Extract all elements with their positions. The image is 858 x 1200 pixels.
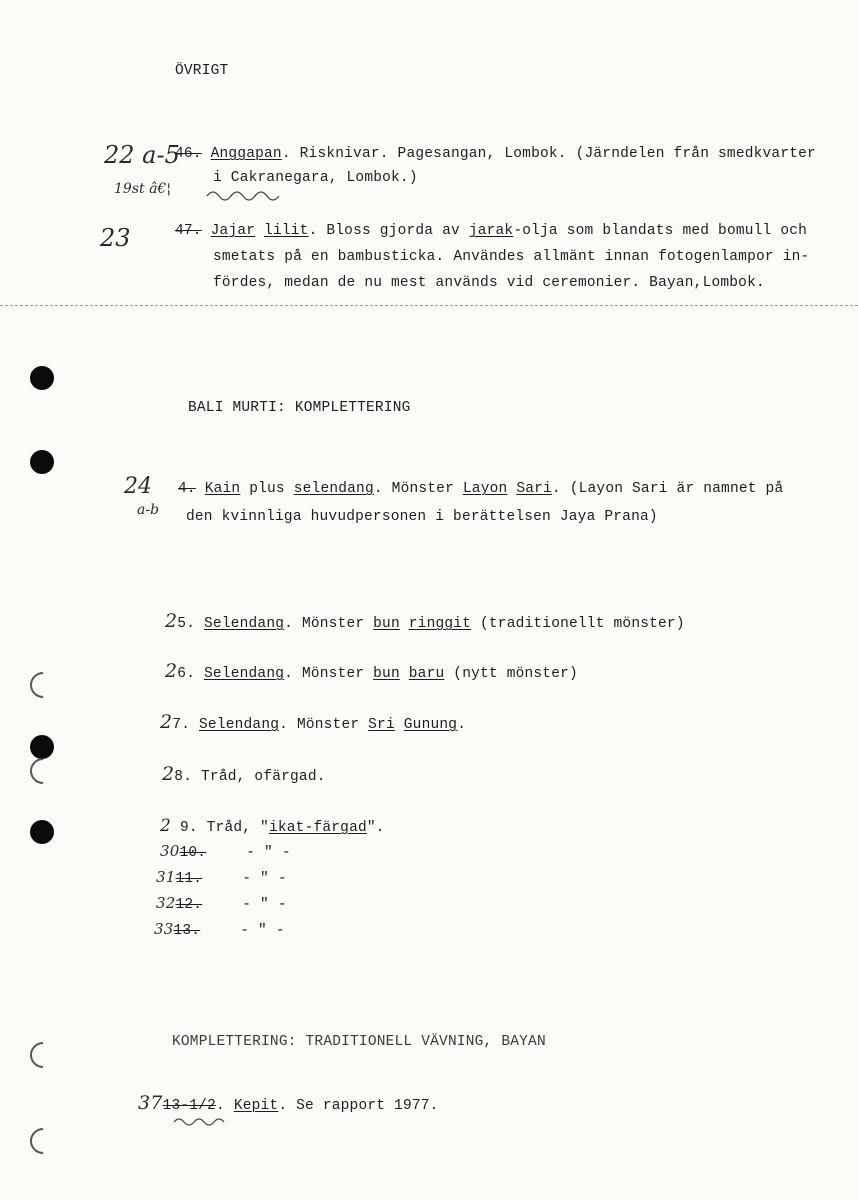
old-number: 46. [175, 146, 202, 162]
item-number: 8. [174, 769, 193, 785]
item-number: 7. [172, 717, 191, 733]
term: ringgit [408, 616, 472, 632]
handwritten-squiggle [205, 188, 295, 202]
entry-text: (nytt mönster) [444, 666, 578, 682]
margin-prefix: 32 [156, 894, 176, 912]
margin-prefix: 33 [154, 920, 174, 938]
entry-text: . Mönster [373, 481, 463, 497]
term: selendang [293, 481, 374, 497]
entry-text: -olja som blandats med bomull och [513, 223, 808, 239]
entry-24-line-1 [178, 482, 783, 497]
binder-mark [25, 753, 62, 790]
entry-text: . Se rapport 1977. [278, 1098, 439, 1114]
item-number: 9. [179, 820, 198, 836]
term: Sari [516, 481, 552, 497]
entry-text: . Mönster [284, 666, 374, 682]
ditto-mark: - " - [240, 923, 285, 939]
entry-title: Jajar [210, 223, 256, 239]
entry-23-line-2: smetats på en bambusticka. Användes allmänt innan fotogenlampor in- [213, 249, 810, 265]
term: bun [373, 616, 400, 632]
margin-prefix: 2 [160, 711, 173, 733]
list-item [162, 765, 326, 785]
ditto-row [156, 896, 287, 913]
term: Selendang [199, 717, 280, 733]
ditto-mark: - " - [242, 871, 287, 887]
margin-number: 23 [100, 224, 131, 252]
entry-23-line-1 [175, 224, 807, 239]
item-number: 6. [177, 666, 196, 682]
margin-prefix: 30 [160, 842, 180, 860]
term: Layon [462, 481, 508, 497]
margin-prefix: 2 [165, 660, 178, 682]
entry-text: . Bloss gjorda av [308, 223, 469, 239]
fold-line [0, 305, 858, 306]
term: Sri [368, 717, 395, 733]
old-number: 11. [175, 871, 203, 887]
entry-text: . Mönster [279, 717, 369, 733]
binder-mark [25, 1123, 62, 1160]
old-number: 10. [179, 845, 207, 861]
old-number: 4. [178, 481, 196, 497]
entry-title: Anggapan [210, 146, 282, 162]
term: ikat-färgad [268, 820, 367, 836]
term: baru [408, 666, 445, 682]
entry-text: plus [240, 481, 294, 497]
section-heading: KOMPLETTERING: TRADITIONELL VÄVNING, BAYAN [172, 1034, 546, 1050]
old-number: 47. [175, 223, 202, 239]
term: jarak [468, 223, 514, 239]
term: Selendang [204, 666, 285, 682]
entry-text: ". [366, 820, 385, 836]
term: Selendang [204, 616, 285, 632]
entry-text: . [457, 717, 467, 733]
ditto-row [154, 922, 285, 939]
entry-text: Tråd, ofärgad. [192, 769, 326, 785]
item-number: 5. [177, 616, 196, 632]
term: bun [373, 666, 400, 682]
list-item [165, 612, 685, 632]
term: Kain [204, 481, 241, 497]
margin-prefix: 31 [156, 868, 176, 886]
margin-number: 22 a-5 [104, 141, 180, 169]
old-number: 13. [173, 923, 201, 939]
margin-prefix: 2 [160, 816, 172, 836]
entry-title: lilit [264, 223, 309, 239]
ditto-mark: - " - [242, 897, 287, 913]
entry-24-line-2: den kvinnliga huvudpersonen i berättelsen Jaya Prana) [186, 509, 658, 525]
entry-22-line-1 [175, 147, 816, 162]
page-heading: ÖVRIGT [175, 63, 229, 79]
margin-prefix: 2 [162, 763, 175, 785]
section-heading: BALI MURTI: KOMPLETTERING [188, 400, 411, 416]
entry-text: . (Layon Sari är namnet på [551, 481, 784, 497]
margin-number: 24 [124, 474, 152, 499]
margin-note: a-b [137, 502, 160, 518]
ditto-row [156, 870, 287, 887]
entry-text: . Risknivar. Pagesangan, Lombok. (Järndelen från smedkvarter [281, 146, 816, 162]
list-item [160, 713, 466, 733]
term: Gunung [403, 717, 458, 733]
margin-number: 37 [138, 1092, 163, 1114]
punch-hole [30, 366, 54, 390]
binder-mark [25, 1037, 62, 1074]
ditto-row [160, 844, 291, 861]
ditto-mark: - " - [246, 845, 291, 861]
list-item [165, 662, 578, 682]
margin-prefix: 2 [165, 610, 178, 632]
entry-text: . Mönster [284, 616, 374, 632]
term: Kepit [233, 1098, 279, 1114]
old-number: 12. [175, 897, 203, 913]
entry-37: 3713-1/2. Kepit. Se rapport 1977. [138, 1092, 439, 1114]
margin-note: 19st â€¦ [114, 181, 172, 197]
list-item [160, 818, 385, 836]
punch-hole [30, 820, 54, 844]
punch-hole [30, 735, 54, 759]
old-number: 13-1/2 [162, 1098, 216, 1114]
entry-23-line-3: fördes, medan de nu mest används vid ceremonier. Bayan,Lombok. [213, 275, 765, 291]
punch-hole [30, 450, 54, 474]
binder-mark [25, 667, 62, 704]
entry-22-line-2: i Cakranegara, Lombok.) [213, 170, 418, 186]
entry-text: (traditionellt mönster) [471, 616, 685, 632]
handwritten-squiggle [172, 1116, 232, 1128]
entry-text: Tråd, " [197, 820, 269, 836]
